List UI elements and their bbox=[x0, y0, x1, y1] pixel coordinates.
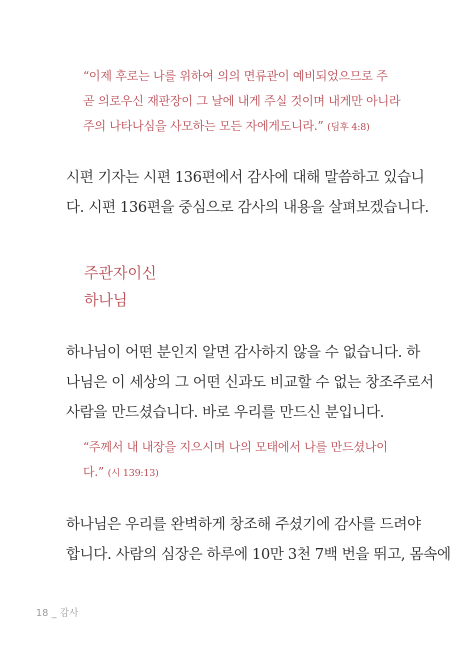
page-footer bbox=[36, 605, 79, 619]
heart-paragraph bbox=[66, 510, 451, 570]
page-number: 18 bbox=[36, 608, 49, 619]
scripture-quote-2tim-4-8 bbox=[83, 64, 401, 140]
quote-citation: (시 139:13) bbox=[107, 468, 159, 479]
paragraph-line: 사람을 만드셨습니다. 바로 우리를 만드신 분입니다. bbox=[66, 405, 385, 421]
footer-separator: _ bbox=[51, 608, 57, 619]
paragraph-line: 하나님은 우리를 완벽하게 창조해 주셨기에 감사를 드려야 bbox=[66, 517, 421, 533]
section-heading bbox=[84, 260, 156, 314]
quote-line-text: 주의 나타나심을 사모하는 모든 자에게도니라.” bbox=[83, 119, 324, 133]
section-heading-line-2: 하나님 bbox=[84, 291, 128, 309]
running-title: 감사 bbox=[59, 608, 79, 619]
quote-line: 곧 의로우신 재판장이 그 날에 내게 주실 것이며 내게만 아니라 bbox=[83, 94, 401, 108]
section-heading-line-1: 주관자이신 bbox=[84, 264, 157, 282]
paragraph-line: 시편 기자는 시편 136편에서 감사에 대해 말씀하고 있습니 bbox=[66, 170, 425, 186]
quote-line: “이제 후로는 나를 위하여 의의 면류관이 예비되었으므로 주 bbox=[83, 69, 388, 83]
paragraph-line: 나님은 이 세상의 그 어떤 신과도 비교할 수 없는 창조주로서 bbox=[66, 375, 434, 391]
quote-line bbox=[83, 114, 383, 140]
quote-line bbox=[83, 460, 383, 486]
paragraph-line: 합니다. 사람의 심장은 하루에 10만 3천 7백 번을 뛰고, 몸속에 bbox=[66, 547, 451, 563]
quote-citation: (딤후 4:8) bbox=[327, 122, 370, 133]
quote-line-text: 다.” bbox=[83, 465, 104, 479]
scripture-quote-ps-139-13 bbox=[83, 435, 388, 486]
creator-paragraph bbox=[66, 338, 434, 428]
paragraph-line: 하나님이 어떤 분인지 알면 감사하지 않을 수 없습니다. 하 bbox=[66, 345, 421, 361]
quote-line: “주께서 내 내장을 지으시며 나의 모태에서 나를 만드셨나이 bbox=[83, 440, 388, 454]
intro-paragraph bbox=[66, 163, 429, 223]
paragraph-line: 다. 시편 136편을 중심으로 감사의 내용을 살펴보겠습니다. bbox=[66, 200, 429, 216]
